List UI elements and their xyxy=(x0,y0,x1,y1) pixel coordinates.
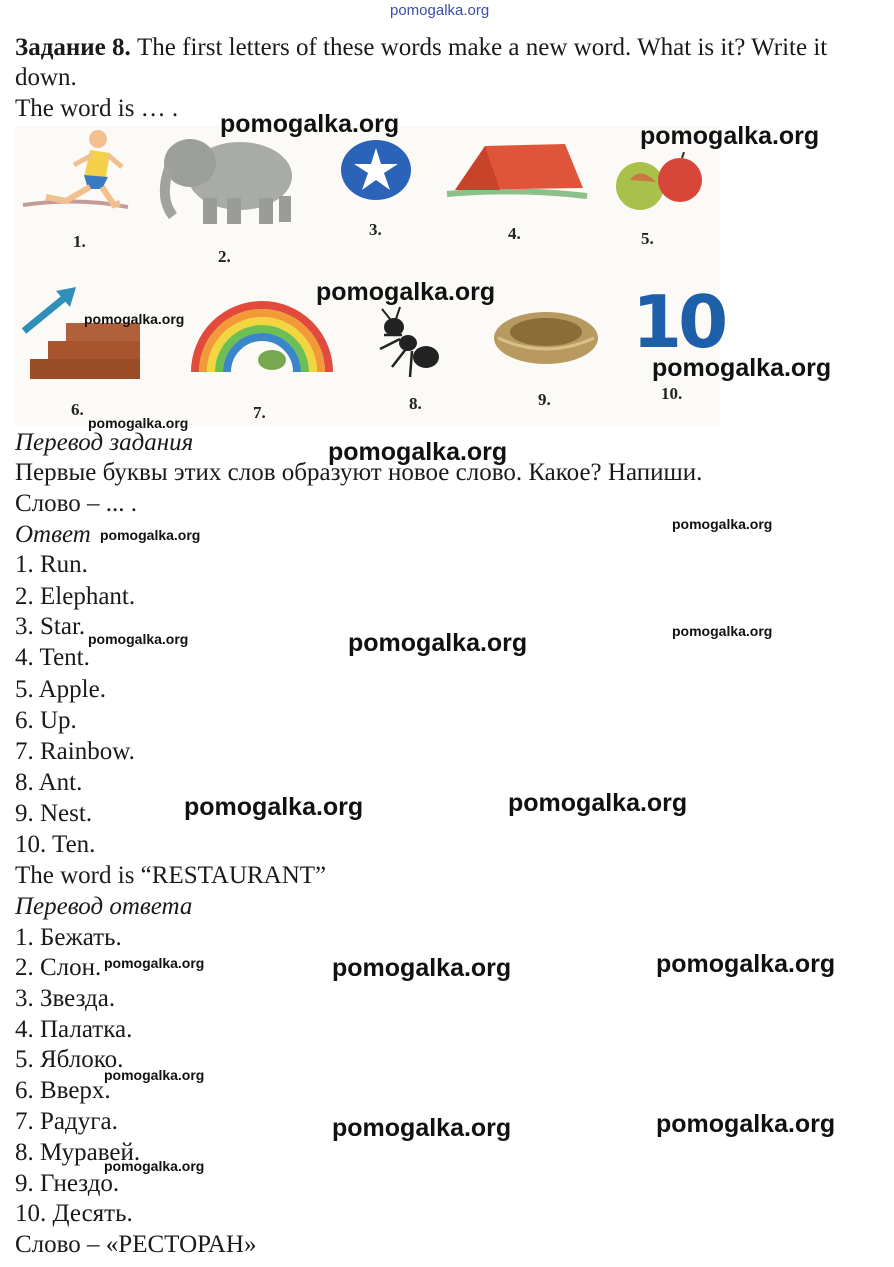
rainbow-image xyxy=(190,282,335,377)
watermark: pomogalka.org xyxy=(508,789,688,817)
answer-result: The word is “RESTAURANT” xyxy=(15,862,327,889)
elephant-image xyxy=(155,128,300,228)
answer-item: 2. Elephant. xyxy=(15,583,136,610)
picture-number: 1. xyxy=(73,232,86,251)
nest-image xyxy=(492,306,600,368)
picture-number: 8. xyxy=(409,394,422,413)
watermark: pomogalka.org xyxy=(672,623,773,639)
apples-image xyxy=(612,152,707,214)
answer-item: 7. Rainbow. xyxy=(15,738,135,765)
answer-item: 4. Tent. xyxy=(15,644,90,671)
picture-number: 2. xyxy=(218,247,231,266)
picture-number: 9. xyxy=(538,390,551,409)
task-line-3: The word is … . xyxy=(15,95,179,122)
watermark: pomogalka.org xyxy=(348,629,528,657)
watermark: pomogalka.org xyxy=(316,278,496,306)
watermark: pomogalka.org xyxy=(332,954,512,982)
translation-answer-item: 4. Палатка. xyxy=(15,1016,133,1043)
answer-item: 1. Run. xyxy=(15,551,88,578)
answer-heading: Ответ xyxy=(15,521,91,548)
answer-item: 3. Star. xyxy=(15,613,86,640)
tent-image xyxy=(445,140,590,200)
picture-number: 5. xyxy=(641,229,654,248)
task-label: Задание 8. xyxy=(15,34,131,61)
header-watermark: pomogalka.org xyxy=(390,2,490,19)
picture-number: 10. xyxy=(661,384,683,403)
picture-number: 7. xyxy=(253,403,266,422)
translation-task-heading: Перевод задания xyxy=(15,429,194,456)
watermark: pomogalka.org xyxy=(332,1114,512,1142)
watermark: pomogalka.org xyxy=(88,631,189,647)
answer-item: 5. Apple. xyxy=(15,676,106,703)
translation-answer-item: 10. Десять. xyxy=(15,1200,133,1227)
picture-number: 3. xyxy=(369,220,382,239)
task-line-2: down. xyxy=(15,64,77,91)
translation-answer-item: 9. Гнездо. xyxy=(15,1170,120,1197)
picture-number: 4. xyxy=(508,224,521,243)
ant-image xyxy=(372,305,444,383)
watermark: pomogalka.org xyxy=(656,1110,836,1138)
answer-item: 6. Up. xyxy=(15,707,77,734)
translation-answer-item: 6. Вверх. xyxy=(15,1077,111,1104)
translation-answer-item: 5. Яблоко. xyxy=(15,1046,124,1073)
watermark: pomogalka.org xyxy=(88,415,189,431)
translation-answer-item: 2. Слон. xyxy=(15,954,102,981)
answer-item: 9. Nest. xyxy=(15,800,93,827)
translation-answer-item: 1. Бежать. xyxy=(15,924,122,951)
translation-answer-item: 8. Муравей. xyxy=(15,1139,141,1166)
watermark: pomogalka.org xyxy=(328,438,508,466)
watermark: pomogalka.org xyxy=(104,1158,205,1174)
translation-task-line-2: Слово – ... . xyxy=(15,490,138,517)
translation-answer-heading: Перевод ответа xyxy=(15,893,193,920)
watermark: pomogalka.org xyxy=(652,354,832,382)
translation-answer-item: 7. Радуга. xyxy=(15,1108,118,1135)
task-line-1 xyxy=(15,33,827,63)
ten-image: 10 xyxy=(632,280,725,364)
up-stairs-image xyxy=(18,285,143,385)
watermark: pomogalka.org xyxy=(84,311,185,327)
translation-answer-result: Слово – «РЕСТОРАН» xyxy=(15,1231,257,1258)
star-image xyxy=(340,138,412,203)
watermark: pomogalka.org xyxy=(104,955,205,971)
watermark: pomogalka.org xyxy=(640,122,820,150)
task-text: The first letters of these words make a new word. What is it? Write it xyxy=(130,34,828,61)
translation-task-line-1: Первые буквы этих слов образуют новое слово. Какое? Напиши. xyxy=(15,459,703,486)
watermark: pomogalka.org xyxy=(656,950,836,978)
watermark: pomogalka.org xyxy=(672,516,773,532)
picture-number: 6. xyxy=(71,400,84,419)
watermark: pomogalka.org xyxy=(184,793,364,821)
answer-item: 10. Ten. xyxy=(15,831,96,858)
watermark: pomogalka.org xyxy=(220,110,400,138)
watermark: pomogalka.org xyxy=(100,527,201,543)
translation-answer-item: 3. Звезда. xyxy=(15,985,116,1012)
watermark: pomogalka.org xyxy=(104,1067,205,1083)
answer-item: 8. Ant. xyxy=(15,769,83,796)
running-boy-image xyxy=(18,125,133,215)
